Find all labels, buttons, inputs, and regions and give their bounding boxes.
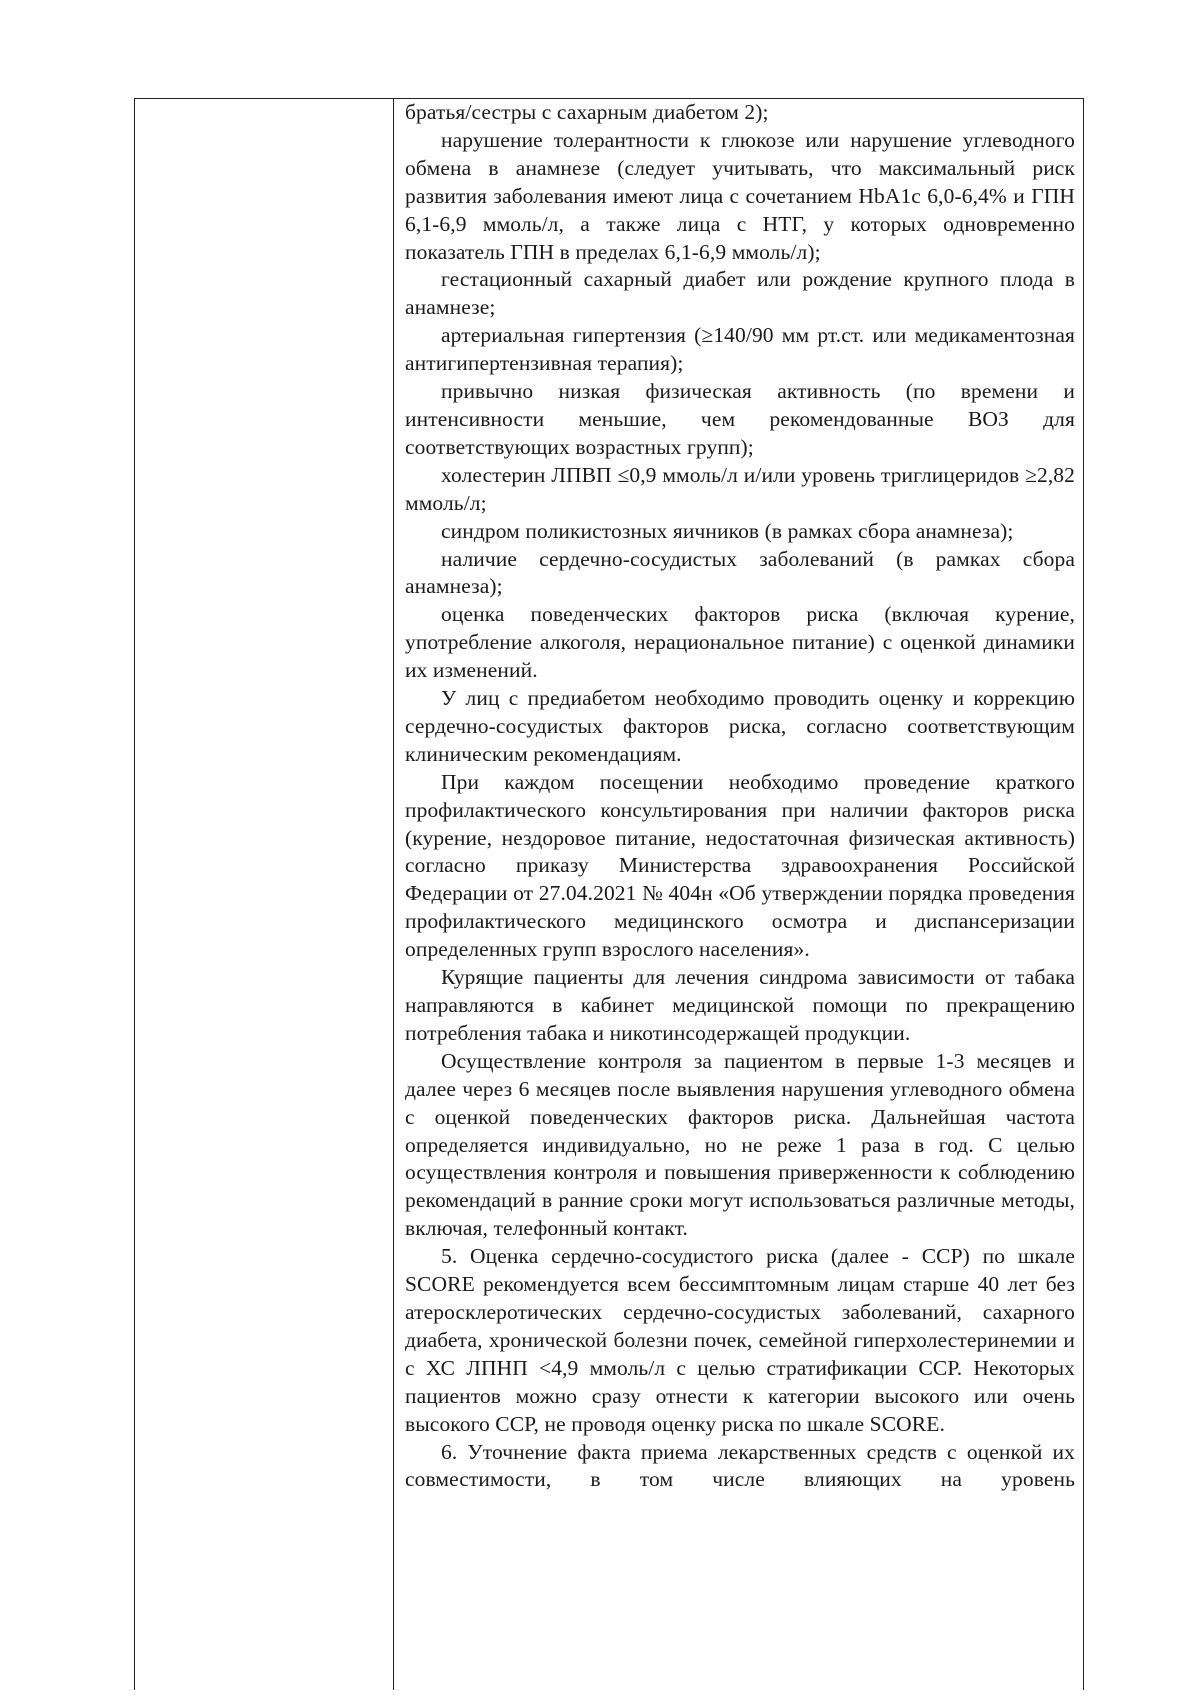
table-left-column	[135, 99, 394, 1690]
paragraph-8: наличие сердечно-сосудистых заболеваний (в рамках сбора анамнеза);	[405, 546, 1075, 599]
paragraph-1: братья/сестры с сахарным диабетом 2);	[405, 100, 769, 124]
paragraph-15: 6. Уточнение факта приема лекарственных средств с оценкой их совместимости, в том числе влияющих на уровень	[405, 1439, 1075, 1492]
paragraph-7: синдром поликистозных яичников (в рамках сбора анамнеза);	[441, 518, 1014, 543]
paragraph-14: 5. Оценка сердечно-сосудистого риска (далее - ССР) по шкале SCORE рекомендуется всем бессимптомным лицам старше 40 лет без атеросклеротических сердечно-сосудистых заболеваний, сахарного диабета, хронической болезни почек, семейной гиперхолестеринемии и с ХС ЛПНП <4,9 ммоль/л с целью стратификации ССР. Некоторых пациентов можно сразу отнести к категории высокого или очень высокого ССР, не проводя оценку риска по шкале SCORE.	[405, 1244, 1075, 1436]
paragraph-11: При каждом посещении необходимо проведение краткого профилактического консультирования при наличии факторов риска (курение, нездоровое питание, недостаточная физическая активность) согласно приказу Министерства здравоохранения Российской Федерации от 27.04.2021 № 404н «Об утверждении порядка проведения профилактического медицинского осмотра и диспансеризации определенных групп взрослого населения».	[405, 769, 1075, 962]
paragraph-6: холестерин ЛПВП ≤0,9 ммоль/л и/или уровень триглицеридов ≥2,82 ммоль/л;	[405, 462, 1075, 515]
document-table	[134, 98, 1084, 1690]
paragraph-13: Осуществление контроля за пациентом в первые 1-3 месяцев и далее через 6 месяцев после выявления нарушения углеводного обмена с оценкой поведенческих факторов риска. Дальнейшая частота определяется индивидуально, но не реже 1 раза в год. С целью осуществления контроля и повышения приверженности к соблюдению рекомендаций в ранние сроки могут использоваться различные методы, включая, телефонный контакт.	[405, 1048, 1075, 1241]
paragraph-4: артериальная гипертензия (≥140/90 мм рт.ст. или медикаментозная антигипертензивная терапия);	[405, 323, 1075, 376]
paragraph-9: оценка поведенческих факторов риска (включая курение, употребление алкоголя, нерациональное питание) с оценкой динамики их изменений.	[405, 602, 1075, 683]
paragraph-2: нарушение толерантности к глюкозе или нарушение углеводного обмена в анамнезе (следует учитывать, что максимальный риск развития заболевания имеют лица с сочетанием HbA1c 6,0-6,4% и ГПН 6,1-6,9 ммоль/л, а также лица с НТГ, у которых одновременно показатель ГПН в пределах 6,1-6,9 ммоль/л);	[405, 127, 1075, 264]
paragraph-12: Курящие пациенты для лечения синдрома зависимости от табака направляются в кабинет медицинской помощи по прекращению потребления табака и никотинсодержащей продукции.	[405, 965, 1075, 1045]
paragraph-3: гестационный сахарный диабет или рождение крупного плода в анамнезе;	[405, 267, 1075, 320]
paragraph-5: привычно низкая физическая активность (по времени и интенсивности меньшие, чем рекомендованные ВОЗ для соответствующих возрастных групп);	[405, 379, 1075, 459]
table-right-column	[405, 99, 1075, 1690]
paragraph-10: У лиц с предиабетом необходимо проводить оценку и коррекцию сердечно-сосудистых факторов риска, согласно соответствующим клиническим рекомендациям.	[405, 686, 1075, 766]
